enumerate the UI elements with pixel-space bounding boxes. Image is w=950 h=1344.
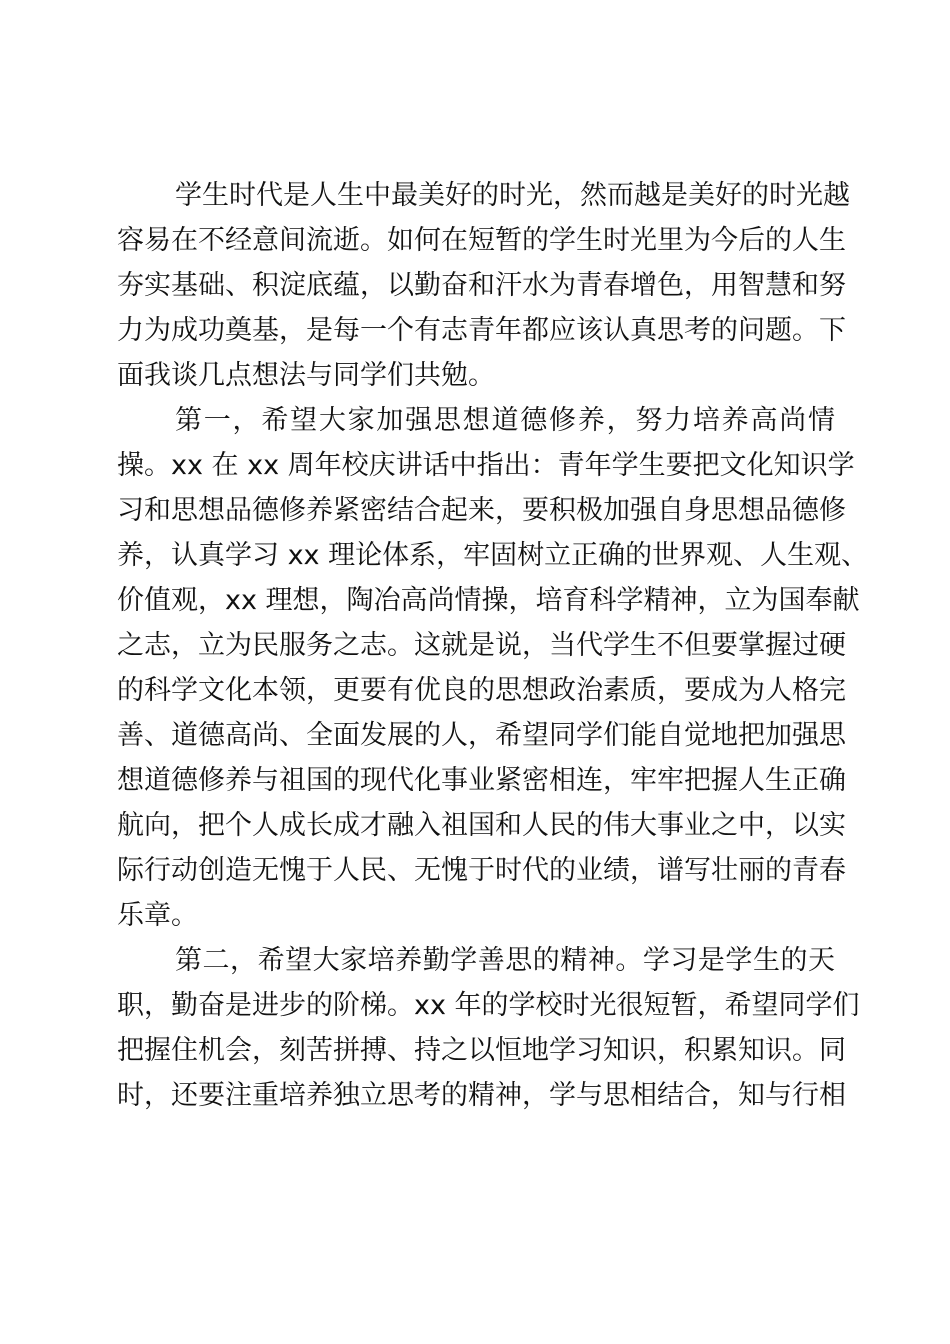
paragraph-1-line-3: 夯实基础、积淀底蕴，以勤奋和汗水为青春增色，用智慧和努 bbox=[117, 270, 846, 301]
paragraph-1-line-4: 力为成功奠基，是每一个有志青年都应该认真思考的问题。下 bbox=[117, 315, 846, 346]
paragraph-2-line-6: 之志，立为民服务之志。这就是说，当代学生不但要掌握过硬 bbox=[117, 630, 846, 661]
paragraph-2-line-10: 航向，把个人成长成才融入祖国和人民的伟大事业之中，以实 bbox=[117, 810, 846, 841]
paragraph-2-line-4: 养，认真学习 xx 理论体系，牢固树立正确的世界观、人生观、 bbox=[117, 540, 869, 571]
paragraph-2-line-5: 价值观，xx 理想，陶冶高尚情操，培育科学精神，立为国奉献 bbox=[117, 585, 860, 616]
paragraph-3-line-4: 时，还要注重培养独立思考的精神，学与思相结合，知与行相 bbox=[117, 1080, 846, 1111]
paragraph-2-line-9: 想道德修养与祖国的现代化事业紧密相连，牢牢把握人生正确 bbox=[117, 765, 846, 796]
paragraph-2-line-12: 乐章。 bbox=[117, 900, 198, 931]
document-body bbox=[117, 173, 869, 1118]
paragraph-2-line-8: 善、道德高尚、全面发展的人，希望同学们能自觉地把加强思 bbox=[117, 720, 846, 751]
paragraph-3-line-3: 把握住机会，刻苦拼搏、持之以恒地学习知识，积累知识。同 bbox=[117, 1035, 846, 1066]
paragraph-1-line-1: 学生时代是人生中最美好的时光，然而越是美好的时光越 bbox=[175, 180, 850, 211]
paragraph-1-line-5: 面我谈几点想法与同学们共勉。 bbox=[117, 360, 495, 391]
paragraph-2-line-11: 际行动创造无愧于人民、无愧于时代的业绩，谱写壮丽的青春 bbox=[117, 855, 846, 886]
paragraph-2-line-1: 第一，希望大家加强思想道德修养，努力培养高尚情 bbox=[175, 405, 835, 436]
paragraph-2-line-7: 的科学文化本领，更要有优良的思想政治素质，要成为人格完 bbox=[117, 675, 846, 706]
paragraph-1-line-2: 容易在不经意间流逝。如何在短暂的学生时光里为今后的人生 bbox=[117, 225, 846, 256]
paragraph-2-line-2: 操。xx 在 xx 周年校庆讲话中指出：青年学生要把文化知识学 bbox=[117, 450, 855, 481]
paragraph-2-line-3: 习和思想品德修养紧密结合起来，要积极加强自身思想品德修 bbox=[117, 495, 846, 526]
paragraph-3-line-1: 第二，希望大家培养勤学善思的精神。学习是学生的天 bbox=[175, 945, 835, 976]
paragraph-3-line-2: 职，勤奋是进步的阶梯。xx 年的学校时光很短暂，希望同学们 bbox=[117, 990, 860, 1021]
